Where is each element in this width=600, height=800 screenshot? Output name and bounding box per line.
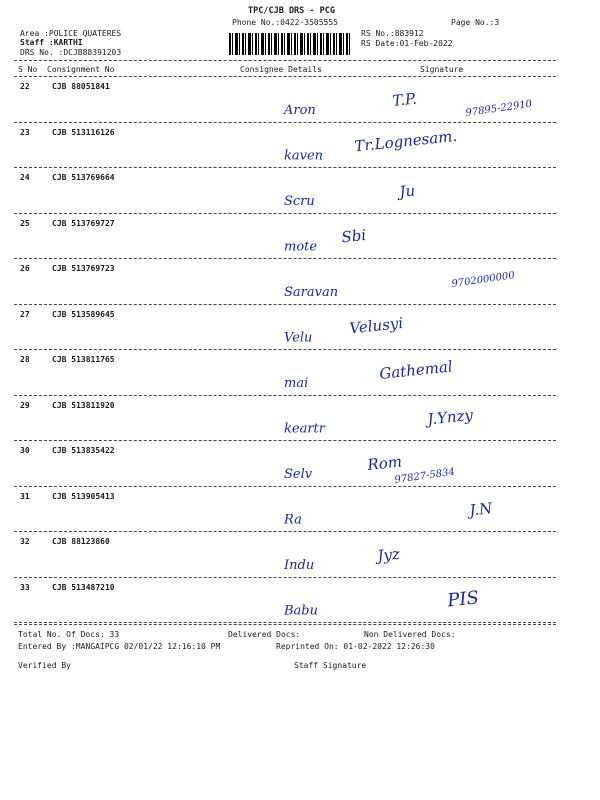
handwritten-signature: Tr.Lognesam. xyxy=(353,126,458,156)
row-sno: 30 xyxy=(20,446,30,455)
row-divider xyxy=(14,440,556,441)
handwritten-name: Aron xyxy=(284,103,316,118)
barcode xyxy=(229,33,352,55)
col-sno: S No xyxy=(18,65,38,74)
handwritten-signature: Rom xyxy=(366,452,403,474)
row-divider xyxy=(14,395,556,396)
row-sno: 23 xyxy=(20,127,30,137)
header-divider xyxy=(14,60,556,61)
non-delivered-docs: Non Delivered Docs: xyxy=(364,630,456,639)
handwritten-phone: 9702000000 xyxy=(450,270,516,290)
handwritten-signature: T.P. xyxy=(391,89,418,110)
handwritten-phone: 97827-5834 xyxy=(393,466,456,486)
handwritten-signature: Sbi xyxy=(340,225,367,247)
row-sno: 24 xyxy=(20,173,30,182)
handwritten-signature: Gathemal xyxy=(378,357,454,383)
handwritten-signature: Jyz xyxy=(376,544,401,565)
row-consignment-no: CJB 513835422 xyxy=(52,446,115,455)
handwritten-name: keartr xyxy=(284,421,325,437)
handwritten-name: Babu xyxy=(284,603,318,619)
page-number: Page No.:3 xyxy=(451,18,500,27)
row-divider xyxy=(14,167,556,168)
row-divider xyxy=(14,213,556,214)
handwritten-signature: Ju xyxy=(398,181,417,201)
handwritten-name: mote xyxy=(284,239,318,255)
handwritten-signature: Velusyi xyxy=(348,313,404,338)
entered-by: Entered By :MANGAIPCG 02/01/22 12:16:10 PM xyxy=(18,642,221,651)
handwritten-name: Indu xyxy=(284,558,315,573)
delivered-docs: Delivered Docs: xyxy=(228,630,301,639)
columns-divider xyxy=(14,76,556,77)
handwritten-signature: PIS xyxy=(446,587,480,612)
row-sno: 26 xyxy=(20,264,30,273)
col-consignee: Consignee Details xyxy=(240,65,322,74)
handwritten-name: Velu xyxy=(284,330,313,346)
total-docs: Total No. Of Docs: 33 xyxy=(18,630,120,639)
staff-signature: Staff Signature xyxy=(294,661,367,670)
row-consignment-no: CJB 88123860 xyxy=(52,537,110,546)
rs-number: RS No.:883912 xyxy=(361,29,424,38)
area-label: Area :POLICE QUATERES xyxy=(20,29,122,38)
row-divider xyxy=(14,622,556,623)
row-consignment-no: CJB 513116126 xyxy=(52,127,115,137)
row-consignment-no: CJB 513905413 xyxy=(52,491,115,501)
drs-number: DRS No. :DCJB88391203 xyxy=(20,48,122,57)
row-sno: 22 xyxy=(20,82,30,91)
rs-date: RS Date:01-Feb-2022 xyxy=(361,39,453,48)
row-consignment-no: CJB 513769664 xyxy=(52,173,115,182)
staff-label: Staff :KARTHI xyxy=(20,38,83,47)
document-title: TPC/CJB DRS - PCG xyxy=(248,6,335,16)
row-consignment-no: CJB 513811765 xyxy=(52,355,115,364)
row-divider xyxy=(14,349,556,350)
row-consignment-no: CJB 513487210 xyxy=(52,582,115,592)
handwritten-name: Ra xyxy=(284,512,302,528)
row-sno: 29 xyxy=(20,400,30,410)
row-sno: 27 xyxy=(20,309,30,319)
row-sno: 32 xyxy=(20,537,30,546)
row-divider xyxy=(14,122,556,123)
handwritten-name: mai xyxy=(284,376,309,391)
row-consignment-no: CJB 513769723 xyxy=(52,264,115,273)
col-signature: Signature xyxy=(420,65,464,74)
handwritten-name: Scru xyxy=(284,194,315,209)
handwritten-name: kaven xyxy=(284,148,324,164)
handwritten-name: Saravan xyxy=(284,285,339,300)
phone-number: Phone No.:0422-3505555 xyxy=(232,18,338,27)
row-consignment-no: CJB 513811920 xyxy=(52,400,115,410)
handwritten-signature: J.Ynzy xyxy=(426,405,474,429)
row-divider xyxy=(14,304,556,305)
handwritten-signature: J.N xyxy=(468,499,494,520)
verified-by: Verified By xyxy=(18,661,71,670)
col-consignment: Consignment No xyxy=(47,65,115,74)
row-divider xyxy=(14,577,556,578)
row-sno: 25 xyxy=(20,218,30,228)
row-divider xyxy=(14,258,556,259)
row-consignment-no: CJB 513769727 xyxy=(52,218,115,228)
row-sno: 31 xyxy=(20,491,30,501)
row-consignment-no: CJB 513589645 xyxy=(52,309,115,319)
handwritten-phone: 97895-22910 xyxy=(464,98,533,119)
reprinted-on: Reprinted On: 01-02-2022 12:26:30 xyxy=(276,642,435,651)
row-divider xyxy=(14,531,556,532)
handwritten-name: Selv xyxy=(284,467,313,482)
row-divider xyxy=(14,486,556,487)
row-consignment-no: CJB 88051841 xyxy=(52,82,110,91)
row-sno: 33 xyxy=(20,582,30,592)
table-end-divider xyxy=(14,624,556,625)
row-sno: 28 xyxy=(20,355,30,364)
